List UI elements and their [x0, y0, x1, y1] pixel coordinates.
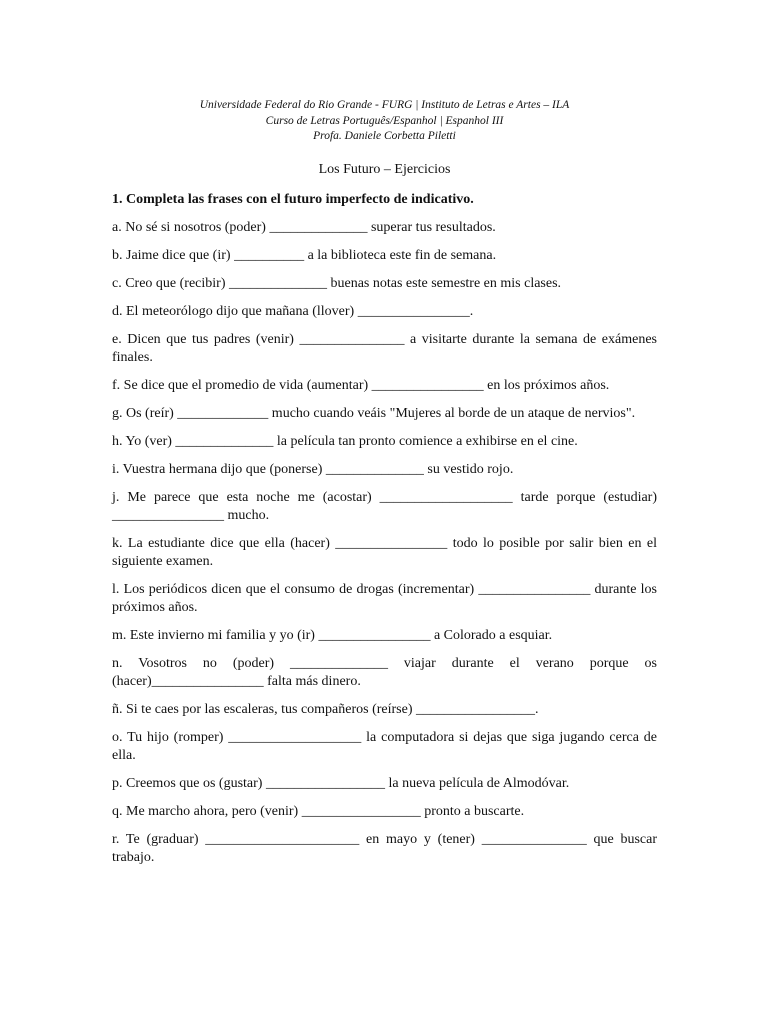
header-professor-line: Profa. Daniele Corbetta Piletti	[313, 130, 456, 142]
exercise-item-m: m. Este invierno mi familia y yo (ir) ________________ a Colorado a esquiar.	[112, 627, 553, 643]
exercise-item-f: f. Se dice que el promedio de vida (aumentar) ________________ en los próximos años.	[112, 377, 610, 393]
exercise-item-j: j. Me parece que esta noche me (acostar) ___________________ tarde porque (estudiar) ________________ mucho.	[112, 489, 657, 523]
document-header	[112, 98, 657, 145]
exercise-item-n: n. Vosotros no (poder) ______________ viajar durante el verano porque os (hacer)________________ falta más dinero.	[112, 655, 657, 689]
exercise-item-enie: ñ. Si te caes por las escaleras, tus compañeros (reírse) _________________.	[112, 701, 539, 717]
exercise-item-p: p. Creemos que os (gustar) _________________ la nueva película de Almodóvar.	[112, 775, 570, 791]
exercise-instruction: 1. Completa las frases con el futuro imperfecto de indicativo.	[112, 191, 474, 207]
exercise-item-g: g. Os (reír) _____________ mucho cuando veáis "Mujeres al borde de un ataque de nervios".	[112, 405, 636, 421]
exercise-item-h: h. Yo (ver) ______________ la película tan pronto comience a exhibirse en el cine.	[112, 433, 578, 449]
exercise-item-l: l. Los periódicos dicen que el consumo de drogas (incrementar) ________________ durante los próximos años.	[112, 581, 657, 615]
header-university-line: Universidade Federal do Rio Grande - FURG | Instituto de Letras e Artes – ILA	[199, 99, 570, 111]
exercise-item-i: i. Vuestra hermana dijo que (ponerse) ______________ su vestido rojo.	[112, 461, 514, 477]
exercise-list	[112, 219, 657, 867]
exercise-item-q: q. Me marcho ahora, pero (venir) _________________ pronto a buscarte.	[112, 803, 525, 819]
exercise-item-b: b. Jaime dice que (ir) __________ a la biblioteca este fin de semana.	[112, 247, 497, 263]
exercise-item-a: a. No sé si nosotros (poder) ______________ superar tus resultados.	[112, 219, 496, 235]
document-page	[112, 98, 657, 867]
exercise-item-c: c. Creo que (recibir) ______________ buenas notas este semestre en mis clases.	[112, 275, 562, 291]
exercise-item-o: o. Tu hijo (romper) ___________________ la computadora si dejas que siga jugando cerca de ella.	[112, 729, 657, 763]
header-course-line: Curso de Letras Português/Espanhol | Espanhol III	[265, 114, 504, 127]
exercise-item-k: k. La estudiante dice que ella (hacer) ________________ todo lo posible por salir bien en el siguiente examen.	[112, 535, 657, 569]
document-title: Los Futuro – Ejercicios	[318, 161, 451, 177]
exercise-item-e: e. Dicen que tus padres (venir) _______________ a visitarte durante la semana de exámenes finales.	[112, 331, 657, 365]
exercise-item-r: r. Te (graduar) ______________________ en mayo y (tener) _______________ que buscar trabajo.	[112, 831, 657, 865]
exercise-item-d: d. El meteorólogo dijo que mañana (llover) ________________.	[112, 303, 474, 319]
